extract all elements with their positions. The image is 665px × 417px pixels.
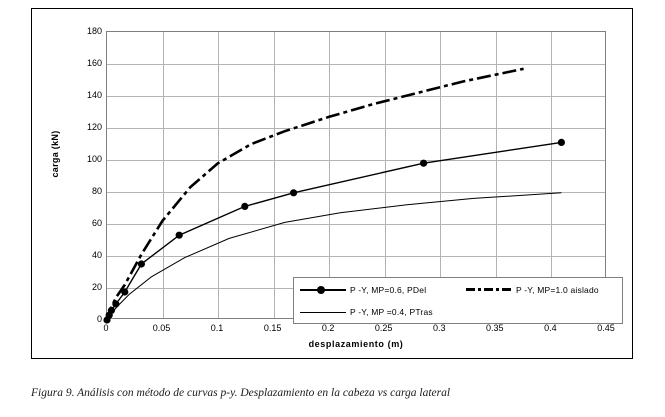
x-tick-0.1: 0.1 bbox=[210, 323, 224, 333]
y-tick-0: 0 bbox=[96, 314, 102, 324]
legend-item-ptras bbox=[300, 301, 433, 323]
x-tick-0.4: 0.4 bbox=[544, 323, 557, 333]
figure-caption: Figura 9. Análisis con método de curvas p-y. Desplazamiento en la cabeza vs carga lateral bbox=[31, 387, 451, 399]
legend-swatch-dash-dot bbox=[466, 283, 512, 297]
x-axis-tick-labels bbox=[103, 323, 626, 337]
x-axis-title: desplazamiento (m) bbox=[308, 339, 404, 349]
y-axis-tick-labels bbox=[72, 26, 102, 324]
y-axis-title: carga (kN) bbox=[50, 130, 60, 178]
y-tick-20: 20 bbox=[91, 282, 102, 292]
legend-row-2 bbox=[294, 301, 622, 323]
legend-label-pdel: P -Y, MP=0.6, PDel bbox=[350, 285, 427, 295]
legend-item-pdel bbox=[300, 279, 426, 301]
chart-legend bbox=[293, 277, 623, 324]
x-tick-0.2: 0.2 bbox=[321, 323, 335, 333]
legend-label-aislado: P -Y, MP=1.0 aislado bbox=[516, 285, 599, 295]
legend-label-ptras: P -Y, MP =0.4, PTras bbox=[350, 307, 433, 317]
y-tick-80: 80 bbox=[91, 186, 102, 196]
legend-row-1 bbox=[294, 279, 622, 301]
x-tick-0.15: 0.15 bbox=[263, 323, 282, 333]
y-tick-160: 160 bbox=[86, 58, 102, 68]
x-tick-0.05: 0.05 bbox=[152, 323, 171, 333]
x-tick-0.25: 0.25 bbox=[374, 323, 393, 333]
x-tick-0.45: 0.45 bbox=[597, 323, 615, 333]
x-tick-0: 0 bbox=[103, 323, 109, 333]
plot-area bbox=[106, 31, 606, 319]
x-tick-0.3: 0.3 bbox=[433, 323, 446, 333]
legend-swatch-thin-line bbox=[300, 305, 346, 319]
legend-item-aislado bbox=[466, 279, 599, 301]
y-tick-100: 100 bbox=[86, 154, 102, 164]
chart-frame bbox=[31, 8, 633, 359]
legend-swatch-line-markers bbox=[300, 283, 346, 297]
y-tick-60: 60 bbox=[91, 218, 102, 228]
y-tick-120: 120 bbox=[86, 122, 102, 132]
y-tick-40: 40 bbox=[91, 250, 102, 260]
y-tick-140: 140 bbox=[86, 90, 102, 100]
x-tick-0.35: 0.35 bbox=[486, 323, 504, 333]
y-tick-180: 180 bbox=[86, 26, 102, 36]
